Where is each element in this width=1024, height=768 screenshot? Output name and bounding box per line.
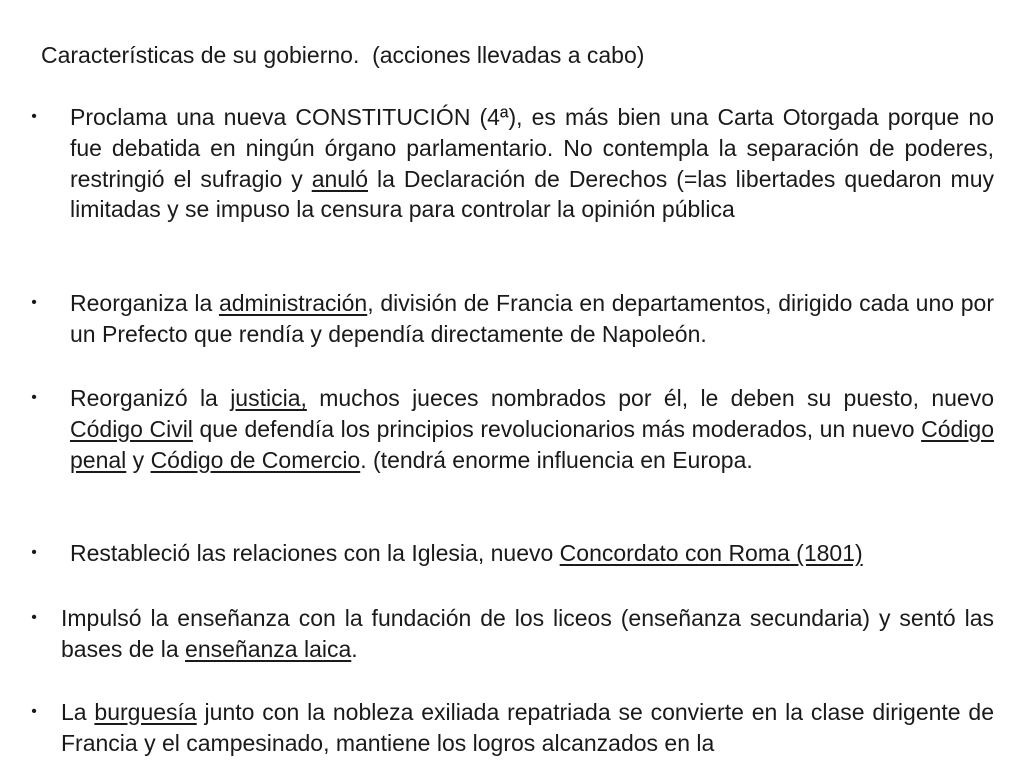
list-item — [24, 102, 994, 225]
item-text — [70, 102, 994, 225]
text-span: y — [126, 446, 151, 473]
text-span: . (tendrá enorme influencia en Europa. — [360, 446, 753, 473]
text-span: . — [351, 635, 358, 662]
list-item — [24, 288, 994, 350]
text-span: Impulsó la enseñanza con la fundación de los liceos (enseñanza secundaria) y sentó las bases de la — [61, 605, 994, 662]
bullet-icon: • — [31, 609, 37, 626]
text-span: , división de Francia en departamentos, dirigido cada uno por un Prefecto que rendía y dependía directamente de Napoleón. — [70, 290, 994, 347]
underlined-term: enseñanza laica — [185, 635, 352, 662]
underlined-term: administración — [218, 290, 368, 316]
underlined-term: burguesía — [94, 699, 197, 725]
item-text — [61, 697, 994, 759]
text-span: la Declaración de Derechos (=las libertades quedaron muy limitadas y se impuso la censura para controlar la opinión pública — [70, 165, 995, 223]
item-text — [70, 288, 994, 350]
bullet-icon: • — [31, 108, 37, 125]
text-span: Restableció las relaciones con la Iglesia, nuevo — [70, 540, 560, 566]
item-text — [61, 603, 994, 665]
bullet-icon: • — [31, 389, 37, 406]
text-span: La — [61, 699, 95, 725]
bullet-icon: • — [31, 294, 37, 311]
text-span: junto con la nobleza exiliada repatriada se convierte en la clase dirigente de Francia y el campesinado, mantiene los logros alcanzados en la — [61, 699, 994, 756]
text-span: muchos jueces nombrados por él, le deben su puesto, nuevo — [306, 385, 994, 411]
text-span: Reorganiza la — [70, 290, 219, 316]
list-item — [24, 603, 994, 665]
underlined-term: justicia, — [230, 385, 307, 411]
underlined-term: Código de Comercio — [150, 446, 361, 473]
bullet-icon: • — [31, 544, 37, 561]
page-title: Características de su gobierno. (acciones llevadas a cabo) — [41, 42, 645, 68]
item-text — [70, 538, 994, 569]
bullet-icon: • — [31, 703, 37, 720]
text-span: que defendía los principios revolucionarios más moderados, un nuevo — [192, 415, 922, 442]
list-item — [24, 697, 994, 759]
list-item — [24, 383, 994, 475]
list-item — [24, 538, 994, 569]
underlined-term: Concordato con Roma (1801) — [559, 540, 863, 566]
text-span: Proclama una nueva CONSTITUCIÓN (4ª), es más bien una Carta Otorgada porque no fue debatida en ningún órgano parlamentario. No contempla la separación de poderes, restringió el sufragio y — [70, 104, 994, 192]
underlined-term: Código penal — [70, 415, 994, 473]
underlined-term: Código Civil — [70, 415, 193, 442]
underlined-term: anuló — [311, 165, 368, 192]
item-text — [70, 383, 994, 475]
text-span: Reorganizó la — [70, 385, 231, 411]
